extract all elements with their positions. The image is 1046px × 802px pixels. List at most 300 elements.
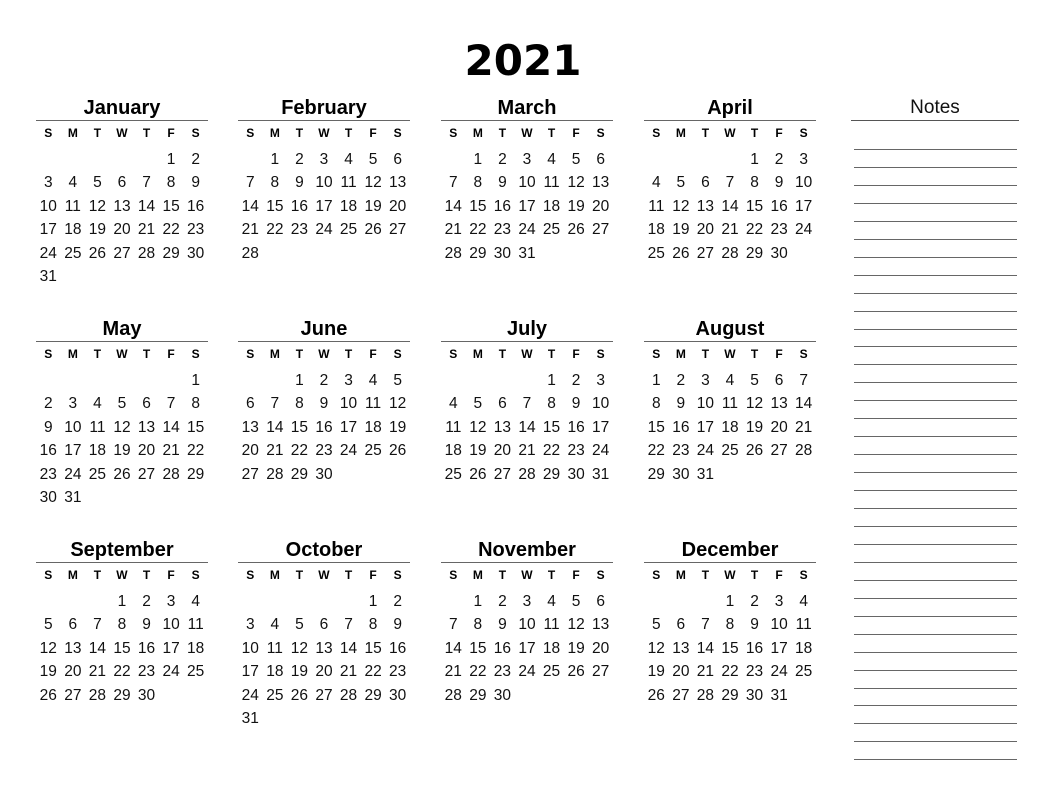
- day-cell: 12: [567, 174, 585, 192]
- day-cell: 26: [567, 221, 585, 239]
- day-cell: 6: [142, 395, 151, 413]
- day-cell: 7: [701, 616, 710, 634]
- weekday-label: T: [295, 126, 304, 140]
- day-cell: 10: [64, 418, 82, 436]
- week-row: [644, 416, 816, 440]
- week-row: [441, 590, 613, 614]
- week-row: [238, 148, 410, 172]
- day-cell: 30: [745, 686, 764, 704]
- month-november: [441, 538, 613, 708]
- day-cell: 23: [137, 663, 156, 681]
- day-cell: 21: [339, 663, 358, 681]
- day-cell: 1: [191, 371, 200, 389]
- day-cell: 12: [647, 639, 665, 657]
- week-row: [441, 416, 613, 440]
- week-row: [441, 148, 613, 172]
- weekday-label: M: [269, 568, 280, 582]
- day-cell: 17: [339, 418, 358, 436]
- day-cell: 4: [191, 592, 200, 610]
- day-cell: 1: [473, 150, 483, 168]
- note-line: [854, 490, 1017, 491]
- month-september: [36, 538, 208, 708]
- day-cell: 28: [266, 465, 284, 483]
- day-cell: 30: [493, 686, 512, 704]
- day-cell: 9: [750, 616, 759, 634]
- week-row: [441, 219, 613, 243]
- note-line: [854, 221, 1017, 222]
- day-cell: 11: [187, 616, 204, 634]
- month-title: December: [681, 539, 779, 561]
- day-grid: [441, 590, 613, 708]
- day-cell: 15: [469, 197, 487, 215]
- month-january: [36, 96, 208, 289]
- day-cell: 6: [117, 174, 127, 192]
- day-cell: 17: [696, 418, 715, 436]
- month-title: July: [506, 318, 548, 340]
- note-line: [854, 580, 1017, 581]
- day-cell: 3: [245, 616, 255, 634]
- day-cell: 23: [493, 663, 512, 681]
- weekday-label: S: [449, 347, 458, 361]
- day-cell: 13: [592, 616, 610, 634]
- weekday-label: S: [393, 347, 402, 361]
- weekday-label: S: [44, 126, 53, 140]
- day-cell: 19: [39, 663, 57, 681]
- day-cell: 5: [651, 616, 661, 634]
- day-cell: 3: [344, 371, 353, 389]
- day-cell: 30: [672, 465, 690, 483]
- day-cell: 31: [696, 465, 715, 483]
- day-cell: 9: [498, 616, 507, 634]
- weekday-label: S: [246, 347, 255, 361]
- day-cell: 4: [344, 150, 353, 168]
- day-cell: 18: [266, 663, 284, 681]
- weekday-label: S: [393, 126, 402, 140]
- day-cell: 19: [567, 197, 585, 215]
- week-row: [441, 242, 613, 266]
- day-cell: 9: [191, 174, 200, 192]
- day-cell: 28: [721, 244, 739, 262]
- note-line: [854, 759, 1017, 760]
- weekday-label: T: [750, 347, 759, 361]
- week-row: [441, 393, 613, 417]
- day-cell: 20: [770, 418, 788, 436]
- weekday-label: W: [521, 126, 533, 140]
- notes-title: Notes: [910, 97, 960, 118]
- day-cell: 14: [444, 197, 462, 215]
- week-row: [441, 637, 613, 661]
- weekday-label: F: [775, 568, 783, 582]
- week-row: [238, 242, 410, 266]
- day-cell: 23: [770, 221, 788, 239]
- day-cell: 25: [266, 686, 284, 704]
- day-cell: 30: [493, 244, 512, 262]
- day-cell: 10: [162, 616, 180, 634]
- day-cell: 15: [266, 197, 284, 215]
- week-row: [441, 614, 613, 638]
- day-cell: 28: [444, 686, 462, 704]
- day-cell: 28: [137, 244, 156, 262]
- day-cell: 13: [137, 418, 156, 436]
- day-cell: 14: [518, 418, 536, 436]
- note-line: [854, 382, 1017, 383]
- day-cell: 13: [493, 418, 512, 436]
- note-line: [854, 203, 1017, 204]
- day-cell: 5: [473, 395, 483, 413]
- day-cell: 30: [315, 465, 333, 483]
- note-line: [854, 562, 1017, 563]
- day-cell: 21: [266, 442, 284, 460]
- week-row: [238, 440, 410, 464]
- day-cell: 7: [725, 174, 735, 192]
- week-row: [441, 369, 613, 393]
- weekday-header-row: [644, 121, 816, 145]
- day-cell: 5: [676, 174, 686, 192]
- day-grid: [36, 590, 208, 708]
- note-line: [854, 741, 1017, 742]
- week-row: [36, 266, 208, 290]
- month-title: February: [281, 97, 367, 119]
- day-cell: 26: [672, 244, 690, 262]
- day-cell: 2: [750, 592, 759, 610]
- day-cell: 8: [750, 174, 759, 192]
- day-cell: 9: [676, 395, 686, 413]
- day-cell: 22: [187, 442, 205, 460]
- month-title: January: [83, 97, 161, 119]
- day-cell: 30: [137, 686, 156, 704]
- weekday-label: W: [724, 126, 736, 140]
- day-cell: 25: [364, 442, 382, 460]
- day-cell: 29: [721, 686, 739, 704]
- day-cell: 4: [270, 616, 280, 634]
- day-cell: 1: [270, 150, 280, 168]
- day-cell: 27: [770, 442, 788, 460]
- week-row: [644, 172, 816, 196]
- weekday-label: F: [369, 568, 377, 582]
- day-cell: 16: [389, 639, 407, 657]
- week-row: [36, 614, 208, 638]
- weekday-label: S: [44, 568, 53, 582]
- weekday-label: F: [369, 347, 377, 361]
- week-row: [238, 416, 410, 440]
- weekday-label: W: [521, 568, 533, 582]
- month-april: [644, 96, 816, 266]
- day-cell: 18: [364, 418, 382, 436]
- day-cell: 6: [319, 616, 329, 634]
- week-row: [36, 487, 208, 511]
- day-cell: 5: [750, 371, 759, 389]
- day-cell: 14: [444, 639, 462, 657]
- week-row: [238, 369, 410, 393]
- weekday-label: W: [724, 568, 736, 582]
- day-cell: 19: [745, 418, 764, 436]
- day-cell: 2: [498, 592, 507, 610]
- day-cell: 14: [721, 197, 739, 215]
- day-cell: 2: [571, 371, 581, 389]
- day-cell: 13: [315, 639, 333, 657]
- day-cell: 23: [567, 442, 585, 460]
- day-cell: 26: [88, 244, 107, 262]
- day-cell: 9: [43, 418, 53, 436]
- day-cell: 1: [651, 371, 661, 389]
- day-cell: 30: [39, 489, 57, 507]
- day-cell: 23: [39, 465, 57, 483]
- day-cell: 12: [469, 418, 487, 436]
- day-cell: 28: [795, 442, 813, 460]
- weekday-header-row: [36, 121, 208, 145]
- day-cell: 7: [448, 174, 458, 192]
- day-grid: [644, 369, 816, 487]
- weekday-label: T: [498, 126, 507, 140]
- day-grid: [441, 148, 613, 266]
- week-row: [644, 242, 816, 266]
- day-cell: 20: [493, 442, 512, 460]
- day-cell: 21: [137, 221, 156, 239]
- note-line: [854, 598, 1017, 599]
- day-cell: 30: [770, 244, 788, 262]
- day-cell: 20: [696, 221, 715, 239]
- day-cell: 7: [270, 395, 280, 413]
- note-line: [854, 329, 1017, 330]
- day-cell: 8: [651, 395, 661, 413]
- note-line: [854, 436, 1017, 437]
- day-cell: 1: [368, 592, 378, 610]
- day-cell: 31: [241, 710, 259, 728]
- weekday-label: S: [799, 568, 808, 582]
- day-cell: 10: [241, 639, 259, 657]
- day-cell: 5: [43, 616, 53, 634]
- day-cell: 27: [315, 686, 333, 704]
- day-cell: 14: [162, 418, 180, 436]
- day-cell: 22: [266, 221, 284, 239]
- day-cell: 16: [493, 639, 512, 657]
- day-cell: 12: [745, 395, 764, 413]
- day-cell: 7: [799, 371, 808, 389]
- week-row: [238, 637, 410, 661]
- weekday-label: M: [675, 568, 686, 582]
- week-row: [36, 463, 208, 487]
- note-line: [854, 185, 1017, 186]
- day-cell: 21: [88, 663, 107, 681]
- weekday-label: S: [449, 568, 458, 582]
- day-cell: 23: [493, 221, 512, 239]
- weekday-header-row: [441, 563, 613, 587]
- day-cell: 25: [647, 244, 665, 262]
- day-cell: 27: [389, 221, 407, 239]
- day-cell: 16: [290, 197, 309, 215]
- day-cell: 29: [469, 244, 487, 262]
- weekday-label: S: [596, 126, 605, 140]
- day-cell: 31: [39, 268, 57, 286]
- day-cell: 27: [696, 244, 715, 262]
- note-line: [854, 346, 1017, 347]
- day-cell: 9: [498, 174, 507, 192]
- weekday-label: W: [318, 126, 330, 140]
- note-line: [854, 652, 1017, 653]
- week-row: [36, 637, 208, 661]
- week-row: [441, 661, 613, 685]
- day-cell: 6: [498, 395, 507, 413]
- day-cell: 16: [137, 639, 156, 657]
- month-july: [441, 317, 613, 487]
- week-row: [441, 463, 613, 487]
- day-cell: 14: [339, 639, 358, 657]
- weekday-label: S: [44, 347, 53, 361]
- note-line: [854, 526, 1017, 527]
- day-cell: 27: [241, 465, 259, 483]
- day-cell: 15: [721, 639, 739, 657]
- weekday-label: T: [344, 126, 353, 140]
- weekday-label: T: [93, 568, 102, 582]
- day-cell: 18: [444, 442, 462, 460]
- day-cell: 15: [187, 418, 205, 436]
- day-cell: 19: [389, 418, 407, 436]
- day-cell: 27: [672, 686, 690, 704]
- week-row: [644, 684, 816, 708]
- day-cell: 8: [191, 395, 200, 413]
- day-cell: 11: [795, 616, 812, 634]
- day-cell: 4: [547, 150, 556, 168]
- weekday-label: T: [701, 126, 710, 140]
- day-cell: 26: [39, 686, 57, 704]
- day-cell: 11: [543, 174, 560, 192]
- week-row: [441, 195, 613, 219]
- day-cell: 26: [389, 442, 407, 460]
- day-cell: 10: [315, 174, 333, 192]
- month-june: [238, 317, 410, 487]
- day-cell: 12: [39, 639, 57, 657]
- note-line: [854, 311, 1017, 312]
- day-cell: 18: [542, 639, 561, 657]
- weekday-label: S: [191, 347, 200, 361]
- day-cell: 17: [770, 639, 788, 657]
- week-row: [238, 463, 410, 487]
- day-cell: 29: [162, 244, 180, 262]
- week-row: [238, 614, 410, 638]
- week-row: [238, 708, 410, 732]
- day-cell: 19: [88, 221, 107, 239]
- day-cell: 11: [365, 395, 382, 413]
- day-cell: 3: [522, 592, 532, 610]
- day-cell: 24: [162, 663, 180, 681]
- day-cell: 10: [592, 395, 610, 413]
- month-title: October: [285, 539, 363, 561]
- day-cell: 8: [270, 174, 280, 192]
- weekday-header-row: [238, 563, 410, 587]
- weekday-label: S: [246, 568, 255, 582]
- day-cell: 9: [295, 174, 304, 192]
- day-cell: 17: [315, 197, 333, 215]
- day-cell: 29: [542, 465, 561, 483]
- day-cell: 9: [319, 395, 329, 413]
- day-cell: 1: [547, 371, 556, 389]
- weekday-label: S: [191, 126, 200, 140]
- day-cell: 17: [64, 442, 82, 460]
- month-title: November: [478, 539, 576, 561]
- month-title: June: [300, 318, 348, 340]
- day-cell: 14: [266, 418, 284, 436]
- note-line: [854, 634, 1017, 635]
- weekday-header-row: [441, 121, 613, 145]
- day-cell: 2: [676, 371, 686, 389]
- day-cell: 6: [701, 174, 710, 192]
- day-cell: 21: [518, 442, 536, 460]
- week-row: [644, 463, 816, 487]
- day-cell: 29: [469, 686, 487, 704]
- day-cell: 12: [364, 174, 382, 192]
- day-cell: 14: [137, 197, 156, 215]
- week-row: [36, 172, 208, 196]
- day-cell: 23: [389, 663, 407, 681]
- day-cell: 19: [290, 663, 309, 681]
- month-title: August: [695, 318, 765, 340]
- weekday-header-row: [238, 121, 410, 145]
- day-cell: 14: [696, 639, 715, 657]
- day-cell: 18: [88, 442, 107, 460]
- week-row: [644, 393, 816, 417]
- weekday-header-row: [36, 563, 208, 587]
- day-cell: 22: [364, 663, 382, 681]
- weekday-label: T: [750, 126, 759, 140]
- month-october: [238, 538, 410, 731]
- day-cell: 10: [696, 395, 715, 413]
- day-cell: 6: [393, 150, 402, 168]
- day-cell: 16: [39, 442, 57, 460]
- day-cell: 20: [137, 442, 156, 460]
- day-cell: 4: [651, 174, 661, 192]
- weekday-label: T: [498, 347, 507, 361]
- day-cell: 7: [522, 395, 532, 413]
- day-cell: 13: [592, 174, 610, 192]
- day-cell: 25: [88, 465, 107, 483]
- day-cell: 22: [745, 221, 764, 239]
- week-row: [36, 416, 208, 440]
- note-line: [854, 508, 1017, 509]
- day-cell: 13: [672, 639, 690, 657]
- note-line: [854, 472, 1017, 473]
- day-cell: 11: [89, 418, 106, 436]
- day-cell: 2: [191, 150, 200, 168]
- day-cell: 11: [543, 616, 560, 634]
- day-cell: 24: [592, 442, 610, 460]
- note-line: [854, 670, 1017, 671]
- weekday-label: S: [449, 126, 458, 140]
- week-row: [36, 369, 208, 393]
- day-cell: 10: [518, 174, 536, 192]
- month-february: [238, 96, 410, 266]
- day-cell: 21: [444, 663, 462, 681]
- note-line: [854, 400, 1017, 401]
- day-cell: 22: [469, 663, 487, 681]
- day-cell: 26: [647, 686, 665, 704]
- week-row: [238, 684, 410, 708]
- day-cell: 8: [295, 395, 304, 413]
- day-cell: 29: [647, 465, 665, 483]
- day-cell: 27: [64, 686, 82, 704]
- day-grid: [441, 369, 613, 487]
- day-cell: 5: [368, 150, 378, 168]
- day-cell: 25: [64, 244, 82, 262]
- week-row: [36, 661, 208, 685]
- day-cell: 23: [290, 221, 309, 239]
- day-cell: 27: [137, 465, 156, 483]
- day-cell: 12: [290, 639, 309, 657]
- day-cell: 25: [444, 465, 462, 483]
- week-row: [644, 440, 816, 464]
- weekday-label: M: [67, 347, 78, 361]
- day-cell: 9: [142, 616, 151, 634]
- day-cell: 10: [770, 616, 788, 634]
